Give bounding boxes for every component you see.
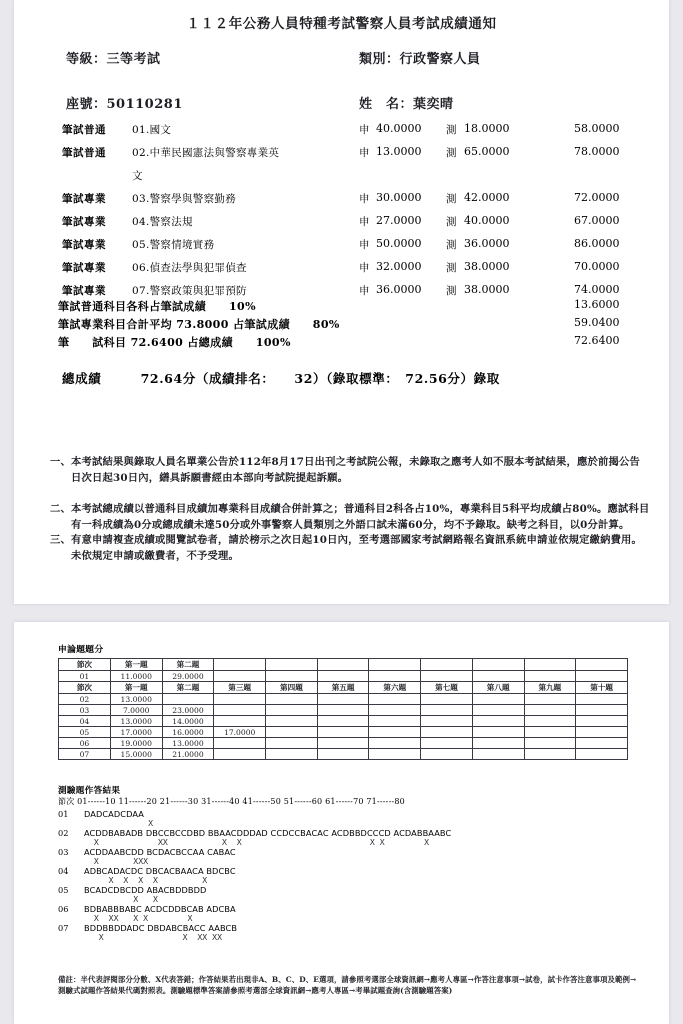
test-mark-icon: 測 [446, 239, 457, 251]
answer-string: ACDDBABADB DBCCBCCDBD BBAACDDDAD CCDCCBACAC ACDBBDCCCD ACDABBAABC [84, 828, 452, 838]
subject-category: 筆試專業 [62, 262, 106, 274]
essay-cell [214, 694, 266, 705]
essay-cell [576, 671, 628, 682]
answer-section-title: 測驗題作答結果 [58, 786, 121, 796]
summary-label: 筆試普通科目各科占筆試成績 10% [58, 300, 256, 313]
summary-value: 72.6400 [574, 334, 620, 347]
essay-cell [524, 749, 576, 760]
essay-mark-icon: 申 [359, 216, 370, 228]
essay-cell: 23.0000 [162, 705, 214, 716]
essay-cell [266, 694, 318, 705]
test-mark-icon: 測 [446, 147, 457, 159]
essay-cell: 04 [59, 716, 111, 727]
essay-header-cell: 第四題 [266, 682, 318, 694]
essay-cell [472, 738, 524, 749]
test-mark-icon: 測 [446, 262, 457, 274]
note-item-2 [50, 502, 650, 533]
essay-cell: 16.0000 [162, 727, 214, 738]
essay-header-cell [472, 659, 524, 671]
essay-cell: 17.0000 [214, 727, 266, 738]
essay-header-cell: 第五題 [317, 682, 369, 694]
essay-header-cell: 第三題 [214, 682, 266, 694]
test-score: 38.0000 [464, 283, 510, 296]
essay-cell [317, 738, 369, 749]
seat-number-label: 座號：50110281 [66, 97, 183, 112]
answer-session-number: 07 [58, 923, 69, 933]
essay-cell [524, 716, 576, 727]
answer-string: BCADCDBCDD ABACBDDBDD [84, 885, 207, 895]
note-text-1: 一、本考試結果與錄取人員名單業公告於112年8月17日出刊之考試院公報，未錄取之應考人如不服本考試結果，應於前揭公告日次日起30日內，繕具訴願書經由本部向考試院提起訴願。 [50, 456, 641, 484]
subject-total: 86.0000 [574, 237, 620, 250]
essay-cell [524, 694, 576, 705]
test-score: 18.0000 [464, 122, 510, 135]
essay-header-cell [524, 659, 576, 671]
essay-mark-icon: 申 [359, 193, 370, 205]
subject-name: 06.偵查法學與犯罪偵查 [132, 262, 247, 274]
essay-cell [214, 705, 266, 716]
essay-cell [369, 694, 421, 705]
answer-wrong-marks: X X X X X [84, 875, 208, 885]
essay-cell [266, 705, 318, 716]
essay-cell [421, 738, 473, 749]
essay-cell: 01 [59, 671, 111, 682]
test-score: 65.0000 [464, 145, 510, 158]
essay-row [59, 716, 628, 727]
test-score: 40.0000 [464, 214, 510, 227]
grade-label: 等級：三等考試 [66, 52, 161, 67]
subject-category: 筆試專業 [62, 216, 106, 228]
essay-cell [266, 727, 318, 738]
essay-header-cell [266, 659, 318, 671]
test-mark-icon: 測 [446, 193, 457, 205]
test-score: 38.0000 [464, 260, 510, 273]
test-score: 36.0000 [464, 237, 510, 250]
essay-cell: 17.0000 [110, 727, 162, 738]
essay-cell [472, 716, 524, 727]
note-item-1 [50, 455, 650, 486]
essay-cell [421, 705, 473, 716]
essay-cell [266, 749, 318, 760]
final-result-line: 總成績 72.64分（成績排名： 32）（錄取標準： 72.56分）錄取 [62, 371, 500, 386]
test-mark-icon: 測 [446, 216, 457, 228]
essay-cell [421, 716, 473, 727]
essay-header-row-short [59, 659, 628, 671]
answer-session-number: 04 [58, 866, 69, 876]
essay-cell [369, 749, 421, 760]
note-text-2: 二、本考試總成績以普通科目成績加專業科目成績合併計算之；普通科目2科各占10%，專業科目5科平均成績占80%。應試科目有一科成績為0分或總成績未達50分或外事警察人員類別之外語口試未滿60分，均不予錄取。缺考之科目，以0分計算。 [50, 503, 650, 531]
answer-string: ADBCADACDC DBCACBAACA BDCBC [84, 866, 236, 876]
essay-cell: 21.0000 [162, 749, 214, 760]
score-notice-page [14, 0, 669, 604]
essay-cell: 14.0000 [162, 716, 214, 727]
essay-cell [472, 727, 524, 738]
essay-header-cell: 第二題 [162, 659, 214, 671]
answer-wrong-marks: X X [84, 894, 158, 904]
subject-name: 07.警察政策與犯罪預防 [132, 285, 247, 297]
essay-row [59, 671, 628, 682]
essay-cell: 13.0000 [162, 738, 214, 749]
essay-cell: 11.0000 [110, 671, 162, 682]
essay-header-cell: 第九題 [524, 682, 576, 694]
page-title: １１２年公務人員特種考試警察人員考試成績通知 [186, 16, 497, 32]
essay-cell [576, 738, 628, 749]
subject-category: 筆試普通 [62, 147, 106, 159]
essay-row [59, 738, 628, 749]
essay-cell [214, 749, 266, 760]
essay-cell [266, 716, 318, 727]
essay-header-cell [317, 659, 369, 671]
note-item-3 [50, 533, 650, 564]
essay-header-cell: 第二題 [162, 682, 214, 694]
essay-cell: 13.0000 [110, 694, 162, 705]
essay-cell [369, 727, 421, 738]
essay-score: 27.0000 [376, 214, 422, 227]
essay-header-cell: 節次 [59, 682, 111, 694]
essay-row [59, 749, 628, 760]
essay-cell: 13.0000 [110, 716, 162, 727]
essay-header-cell: 第一題 [110, 682, 162, 694]
essay-cell [214, 738, 266, 749]
essay-cell [421, 727, 473, 738]
essay-header-cell: 第八題 [472, 682, 524, 694]
examinee-name-label: 姓 名：葉奕晴 [359, 97, 454, 112]
essay-cell [214, 671, 266, 682]
essay-cell [266, 671, 318, 682]
essay-score: 50.0000 [376, 237, 422, 250]
essay-cell: 15.0000 [110, 749, 162, 760]
answer-column-header: 節次 01------10 11------20 21------30 31------40 41------50 51------60 61------70 71------80 [58, 797, 405, 806]
essay-row [59, 727, 628, 738]
essay-header-cell [214, 659, 266, 671]
essay-cell: 29.0000 [162, 671, 214, 682]
essay-cell [317, 694, 369, 705]
category-label: 類別：行政警察人員 [359, 52, 481, 67]
summary-value: 13.6000 [574, 298, 620, 311]
essay-cell [524, 671, 576, 682]
subject-category: 筆試普通 [62, 124, 106, 136]
answer-string: DADCADCDAA [84, 809, 144, 819]
summary-label: 筆 試科目 72.6400 占總成績 100% [58, 336, 291, 349]
essay-cell [524, 705, 576, 716]
answer-wrong-marks: X XX X X X [84, 913, 193, 923]
essay-cell [576, 705, 628, 716]
essay-cell [472, 694, 524, 705]
subject-name: 02.中華民國憲法與警察專業英 [132, 147, 280, 159]
answer-wrong-marks: X X XX XX [84, 932, 223, 942]
essay-cell [421, 749, 473, 760]
answer-session-number: 02 [58, 828, 69, 838]
subject-category: 筆試專業 [62, 285, 106, 297]
essay-cell [472, 671, 524, 682]
subject-total: 78.0000 [574, 145, 620, 158]
essay-header-cell: 節次 [59, 659, 111, 671]
essay-header-cell: 第一題 [110, 659, 162, 671]
essay-cell [317, 705, 369, 716]
subject-total: 58.0000 [574, 122, 620, 135]
answer-wrong-marks: X [84, 818, 154, 828]
test-score: 42.0000 [464, 191, 510, 204]
answer-session-number: 06 [58, 904, 69, 914]
essay-score: 32.0000 [376, 260, 422, 273]
essay-row [59, 694, 628, 705]
footnote-text: 備註：半代表評閱部分分數、X代表答錯；作答結果若出現非A、B、C、D、E選項，請參照考選部全球資訊網→應考人專區→作答注意事項→試卷，試卡作答注意事項及範例→測驗式試題作答結果代碼對照表。測驗題標準答案請參照考選部全球資訊網→應考人專區→考畢試題查詢(含測驗題答案) [58, 975, 637, 996]
answer-session-number: 01 [58, 809, 69, 819]
essay-cell [576, 694, 628, 705]
essay-cell [369, 738, 421, 749]
subject-name: 04.警察法規 [132, 216, 193, 228]
essay-score-table [58, 658, 628, 760]
essay-cell: 07 [59, 749, 111, 760]
subject-name: 05.警察情境實務 [132, 239, 215, 251]
subject-total: 70.0000 [574, 260, 620, 273]
essay-cell: 19.0000 [110, 738, 162, 749]
essay-cell [162, 694, 214, 705]
essay-header-cell: 第十題 [576, 682, 628, 694]
essay-cell [524, 727, 576, 738]
answer-string: BDDBBDDADC DBDABCBACC AABCB [84, 923, 238, 933]
essay-cell [266, 738, 318, 749]
essay-cell [317, 671, 369, 682]
subject-total: 74.0000 [574, 283, 620, 296]
essay-cell [421, 671, 473, 682]
essay-header-cell [576, 659, 628, 671]
essay-score: 30.0000 [376, 191, 422, 204]
essay-mark-icon: 申 [359, 239, 370, 251]
essay-mark-icon: 申 [359, 147, 370, 159]
subject-total: 72.0000 [574, 191, 620, 204]
essay-cell: 05 [59, 727, 111, 738]
essay-cell [576, 727, 628, 738]
essay-cell [214, 716, 266, 727]
essay-mark-icon: 申 [359, 262, 370, 274]
essay-cell [524, 738, 576, 749]
answer-wrong-marks: X XX X X X X X [84, 837, 430, 847]
essay-cell: 7.0000 [110, 705, 162, 716]
essay-cell [421, 694, 473, 705]
essay-mark-icon: 申 [359, 124, 370, 136]
essay-header-row-full [59, 682, 628, 694]
essay-cell: 06 [59, 738, 111, 749]
answer-string: ACDDAABCDD BCDACBCCAA CABAC [84, 847, 236, 857]
test-mark-icon: 測 [446, 124, 457, 136]
test-mark-icon: 測 [446, 285, 457, 297]
essay-cell [317, 749, 369, 760]
subject-name-continued: 文 [132, 170, 143, 182]
essay-score: 40.0000 [376, 122, 422, 135]
note-text-3: 三、有意申請複查成績或閱覽試卷者，請於榜示之次日起10日內，至考選部國家考試網路報名資訊系統申請並依規定繳納費用。未依規定申請或繳費者，不予受理。 [50, 534, 643, 562]
subject-total: 67.0000 [574, 214, 620, 227]
subject-name: 03.警察學與警察勤務 [132, 193, 236, 205]
answer-detail-page [14, 622, 669, 1024]
subject-category: 筆試專業 [62, 239, 106, 251]
essay-cell [369, 705, 421, 716]
essay-score: 36.0000 [376, 283, 422, 296]
essay-header-cell: 第六題 [369, 682, 421, 694]
essay-score: 13.0000 [376, 145, 422, 158]
essay-cell [317, 727, 369, 738]
essay-cell [576, 749, 628, 760]
essay-cell [369, 716, 421, 727]
essay-header-cell [421, 659, 473, 671]
essay-header-cell [369, 659, 421, 671]
essay-header-cell: 第七題 [421, 682, 473, 694]
summary-value: 59.0400 [574, 316, 620, 329]
essay-table-title: 申論題題分 [58, 645, 104, 655]
answer-session-number: 03 [58, 847, 69, 857]
essay-cell [317, 716, 369, 727]
answer-wrong-marks: X XXX [84, 856, 149, 866]
essay-cell [576, 716, 628, 727]
summary-label: 筆試專業科目合計平均 73.8000 占筆試成績 80% [58, 318, 340, 331]
essay-mark-icon: 申 [359, 285, 370, 297]
essay-row [59, 705, 628, 716]
answer-string: BDBABBBABC ACDCDDBCAB ADCBA [84, 904, 236, 914]
subject-category: 筆試專業 [62, 193, 106, 205]
essay-cell: 02 [59, 694, 111, 705]
answer-session-number: 05 [58, 885, 69, 895]
essay-cell [472, 705, 524, 716]
subject-name: 01.國文 [132, 124, 172, 136]
essay-cell [369, 671, 421, 682]
essay-cell [472, 749, 524, 760]
essay-cell: 03 [59, 705, 111, 716]
